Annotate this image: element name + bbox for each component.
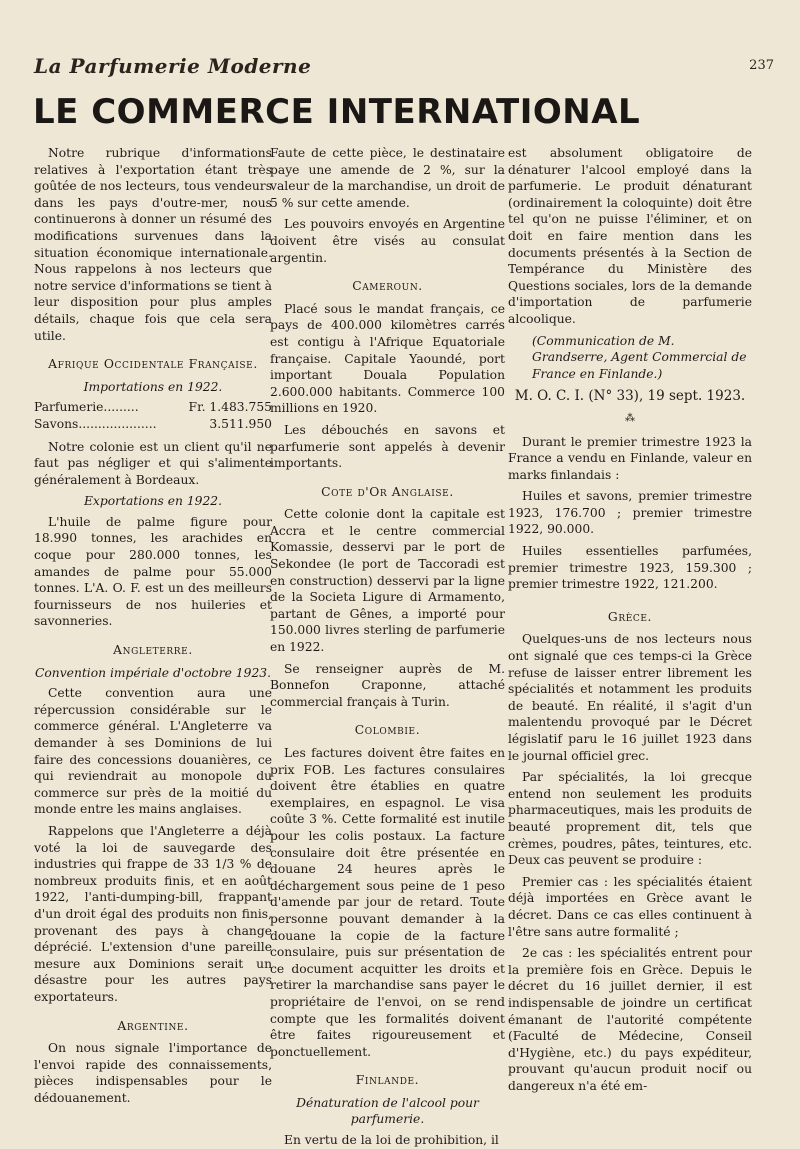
paragraph: Les factures doivent être faites en prix FOB. Les factures consulaires doivent être établies en quatre exemplaires, en espagnol. Le visa coûte 3 %. Cette formalité est inutile pour les colis postaux. La facture consulaire doit être présentée en douane 24 heures après le déchargement sous peine de 1 peso d'amende par jour de retard. Toute personne pouvant demander à la douane la copie de la facture consulaire, puis sur présentation de ce document acquitter les droits et retirer la marchandise sans payer le propriétaire de l'envoi, on se rend compte que les formalités doivent être faites rigoureusement et ponctuellement. xyxy=(270,746,505,1059)
section-heading-cote-dor: Cote d'Or Anglaise. xyxy=(321,484,454,499)
paragraph: Cette convention aura une répercussion considérable sur le commerce général. L'Angleterre va demander à ses Dominions de lui faire des concessions douanières, ce qui reviendrait au monopole du commerce sur près de la moitié du monde entre les mains anglaises. xyxy=(34,686,272,817)
subheading-importations: Importations en 1922. xyxy=(83,379,223,394)
import-row xyxy=(34,416,272,433)
paragraph: Notre colonie est un client qu'il ne faut pas négliger et qui s'alimente généralement à Bordeaux. xyxy=(34,439,272,487)
page-number: 237 xyxy=(749,58,774,73)
paragraph: Huiles et savons, premier trimestre 1923, 176.700 ; premier trimestre 1922, 90.000. xyxy=(508,489,752,537)
paragraph: On nous signale l'importance de l'envoi rapide des connaissements, pièces indispensables pour le dédouanement. xyxy=(34,1041,272,1105)
paragraph: Rappelons que l'Angleterre a déjà voté la loi de sauvegarde des industries qui frappe de 33 1/3 % de nombreux produits finis, et en août 1922, l'anti-dumping-bill, frappant d'un droit égal des produits non finis, provenant des pays à change déprécié. L'extension d'une pareille mesure aux Dominions serait un désastre pour les autres pays exportateurs. xyxy=(34,823,272,1004)
article-title: LE COMMERCE INTERNATIONAL xyxy=(33,92,641,132)
section-heading-argentine: Argentine. xyxy=(117,1018,189,1033)
paragraph: est absolument obligatoire de dénaturer l'alcool employé dans la parfumerie. Le produit dénaturant (ordinairement la coloquinte) doit être tel qu'on ne puisse l'éliminer, et on doit en faire mention dans les documents présentés à la Section de Tempérance du Ministère des Questions sociales, lors de la demande d'importation de parfumerie alcoolique. xyxy=(508,146,752,326)
paragraph: Placé sous le mandat français, ce pays de 400.000 kilomètres carrés est contigu à l'Afrique Equatoriale française. Capitale Yaoundé, port important Douala Population 2.600.000 habitants. Commerce 100 millions en 1920. xyxy=(270,301,505,416)
section-heading-grece: Grèce. xyxy=(607,609,653,624)
paragraph: Cette colonie dont la capitale est Accra et le centre commercial Komassie, desservi par le port de Sekondee (le port de Taccoradi est en construction) desservi par la ligne de la Societa Ligure di Armamento, partant de Gênes, a importé pour 150.000 livres sterling de parfumerie en 1922. xyxy=(270,507,505,655)
paragraph: 2e cas : les spécialités entrent pour la première fois en Grèce. Depuis le décret du 16 juillet dernier, il est indispensable de joindre un certificat émanant de l'autorité compétente (Faculté de Médecine, Conseil d'Hygiène, etc.) du pays expéditeur, prouvant qu'aucun produit nocif ou dangereux n'a été em- xyxy=(508,946,752,1093)
paragraph: En vertu de la loi de prohibition, il xyxy=(284,1133,499,1148)
paragraph: Par spécialités, la loi grecque entend non seulement les produits pharmaceutiques, mais les produits de beauté proprement dit, tels que crèmes, poudres, pâtes, teintures, etc. Deux cas peuvent se produire : xyxy=(508,770,752,868)
subheading-convention: Convention impériale d'octobre 1923. xyxy=(34,665,271,680)
section-heading-colombie: Colombie. xyxy=(354,723,421,738)
signature: (Communication de M. Grandserre, Agent Commercial de France en Finlande.) xyxy=(532,333,747,381)
section-heading-cameroun: Cameroun. xyxy=(352,279,423,294)
subheading-exportations: Exportations en 1922. xyxy=(83,494,223,509)
section-heading-afrique: Afrique Occidentale Française. xyxy=(48,357,258,372)
paragraph: Durant le premier trimestre 1923 la France a vendu en Finlande, valeur en marks finlandais : xyxy=(508,434,752,482)
paragraph: Faute de cette pièce, le destinataire paye une amende de 2 %, sur la valeur de la marchandise, un droit de 5 % sur cette amende. xyxy=(270,146,505,210)
paragraph: Les pouvoirs envoyés en Argentine doivent être visés au consulat argentin. xyxy=(270,217,505,265)
import-row xyxy=(34,399,272,416)
subheading-denaturation: Dénaturation de l'alcool pour parfumerie. xyxy=(296,1095,479,1127)
paragraph: L'huile de palme figure pour 18.990 tonnes, les arachides en coque pour 280.000 tonnes, les amandes de palme pour 55.000 tonnes. L'A. O. F. est un des meilleurs fournisseurs de nos huileries et savonneries. xyxy=(34,514,272,629)
import-label: Savons.................... xyxy=(34,416,157,431)
paragraph: Quelques-uns de nos lecteurs nous ont signalé que ces temps-ci la Grèce refuse de laisser entrer librement les spécialités et notamment les produits de beauté. En réalité, il s'agit d'un malentendu provoqué par le Décret législatif paru le 16 juillet 1923 dans le journal officiel grec. xyxy=(508,632,752,763)
paragraph: Se renseigner auprès de M. Bonnefon Craponne, attaché commercial français à Turin. xyxy=(270,661,505,709)
section-heading-finlande: Finlande. xyxy=(355,1073,420,1088)
reference: M. O. C. I. (N° 33), 19 sept. 1923. xyxy=(514,388,746,405)
asterism: ⁂ xyxy=(625,412,635,424)
paragraph: Huiles essentielles parfumées, premier trimestre 1923, 159.300 ; premier trimestre 1922, 121.200. xyxy=(508,544,752,592)
column-3 xyxy=(508,145,752,1093)
import-value: 3.511.950 xyxy=(209,416,272,431)
column-2 xyxy=(270,145,505,1148)
page-header xyxy=(34,54,774,84)
import-label: Parfumerie......... xyxy=(34,400,139,415)
column-1 xyxy=(34,145,272,1105)
import-value: Fr. 1.483.755 xyxy=(188,400,272,415)
magazine-title: La Parfumerie Moderne xyxy=(34,54,312,78)
section-heading-angleterre: Angleterre. xyxy=(113,643,193,658)
intro-paragraph: Notre rubrique d'informations relatives à l'exportation étant très goûtée de nos lecteurs, tous vendeurs dans les pays d'outre-mer, nous continuerons à donner un résumé des modifications survenues dans la situation économique internationale. Nous rappelons à nos lecteurs que notre service d'informations se tient à leur disposition pour plus amples détails, chaque fois que cela sera utile. xyxy=(34,146,272,343)
paragraph: Les débouchés en savons et parfumerie sont appelés à devenir importants. xyxy=(270,422,505,471)
paragraph: Premier cas : les spécialités étaient déjà importées en Grèce avant le décret. Dans ce cas elles continuent à l'être sans autre formalité ; xyxy=(508,874,752,939)
